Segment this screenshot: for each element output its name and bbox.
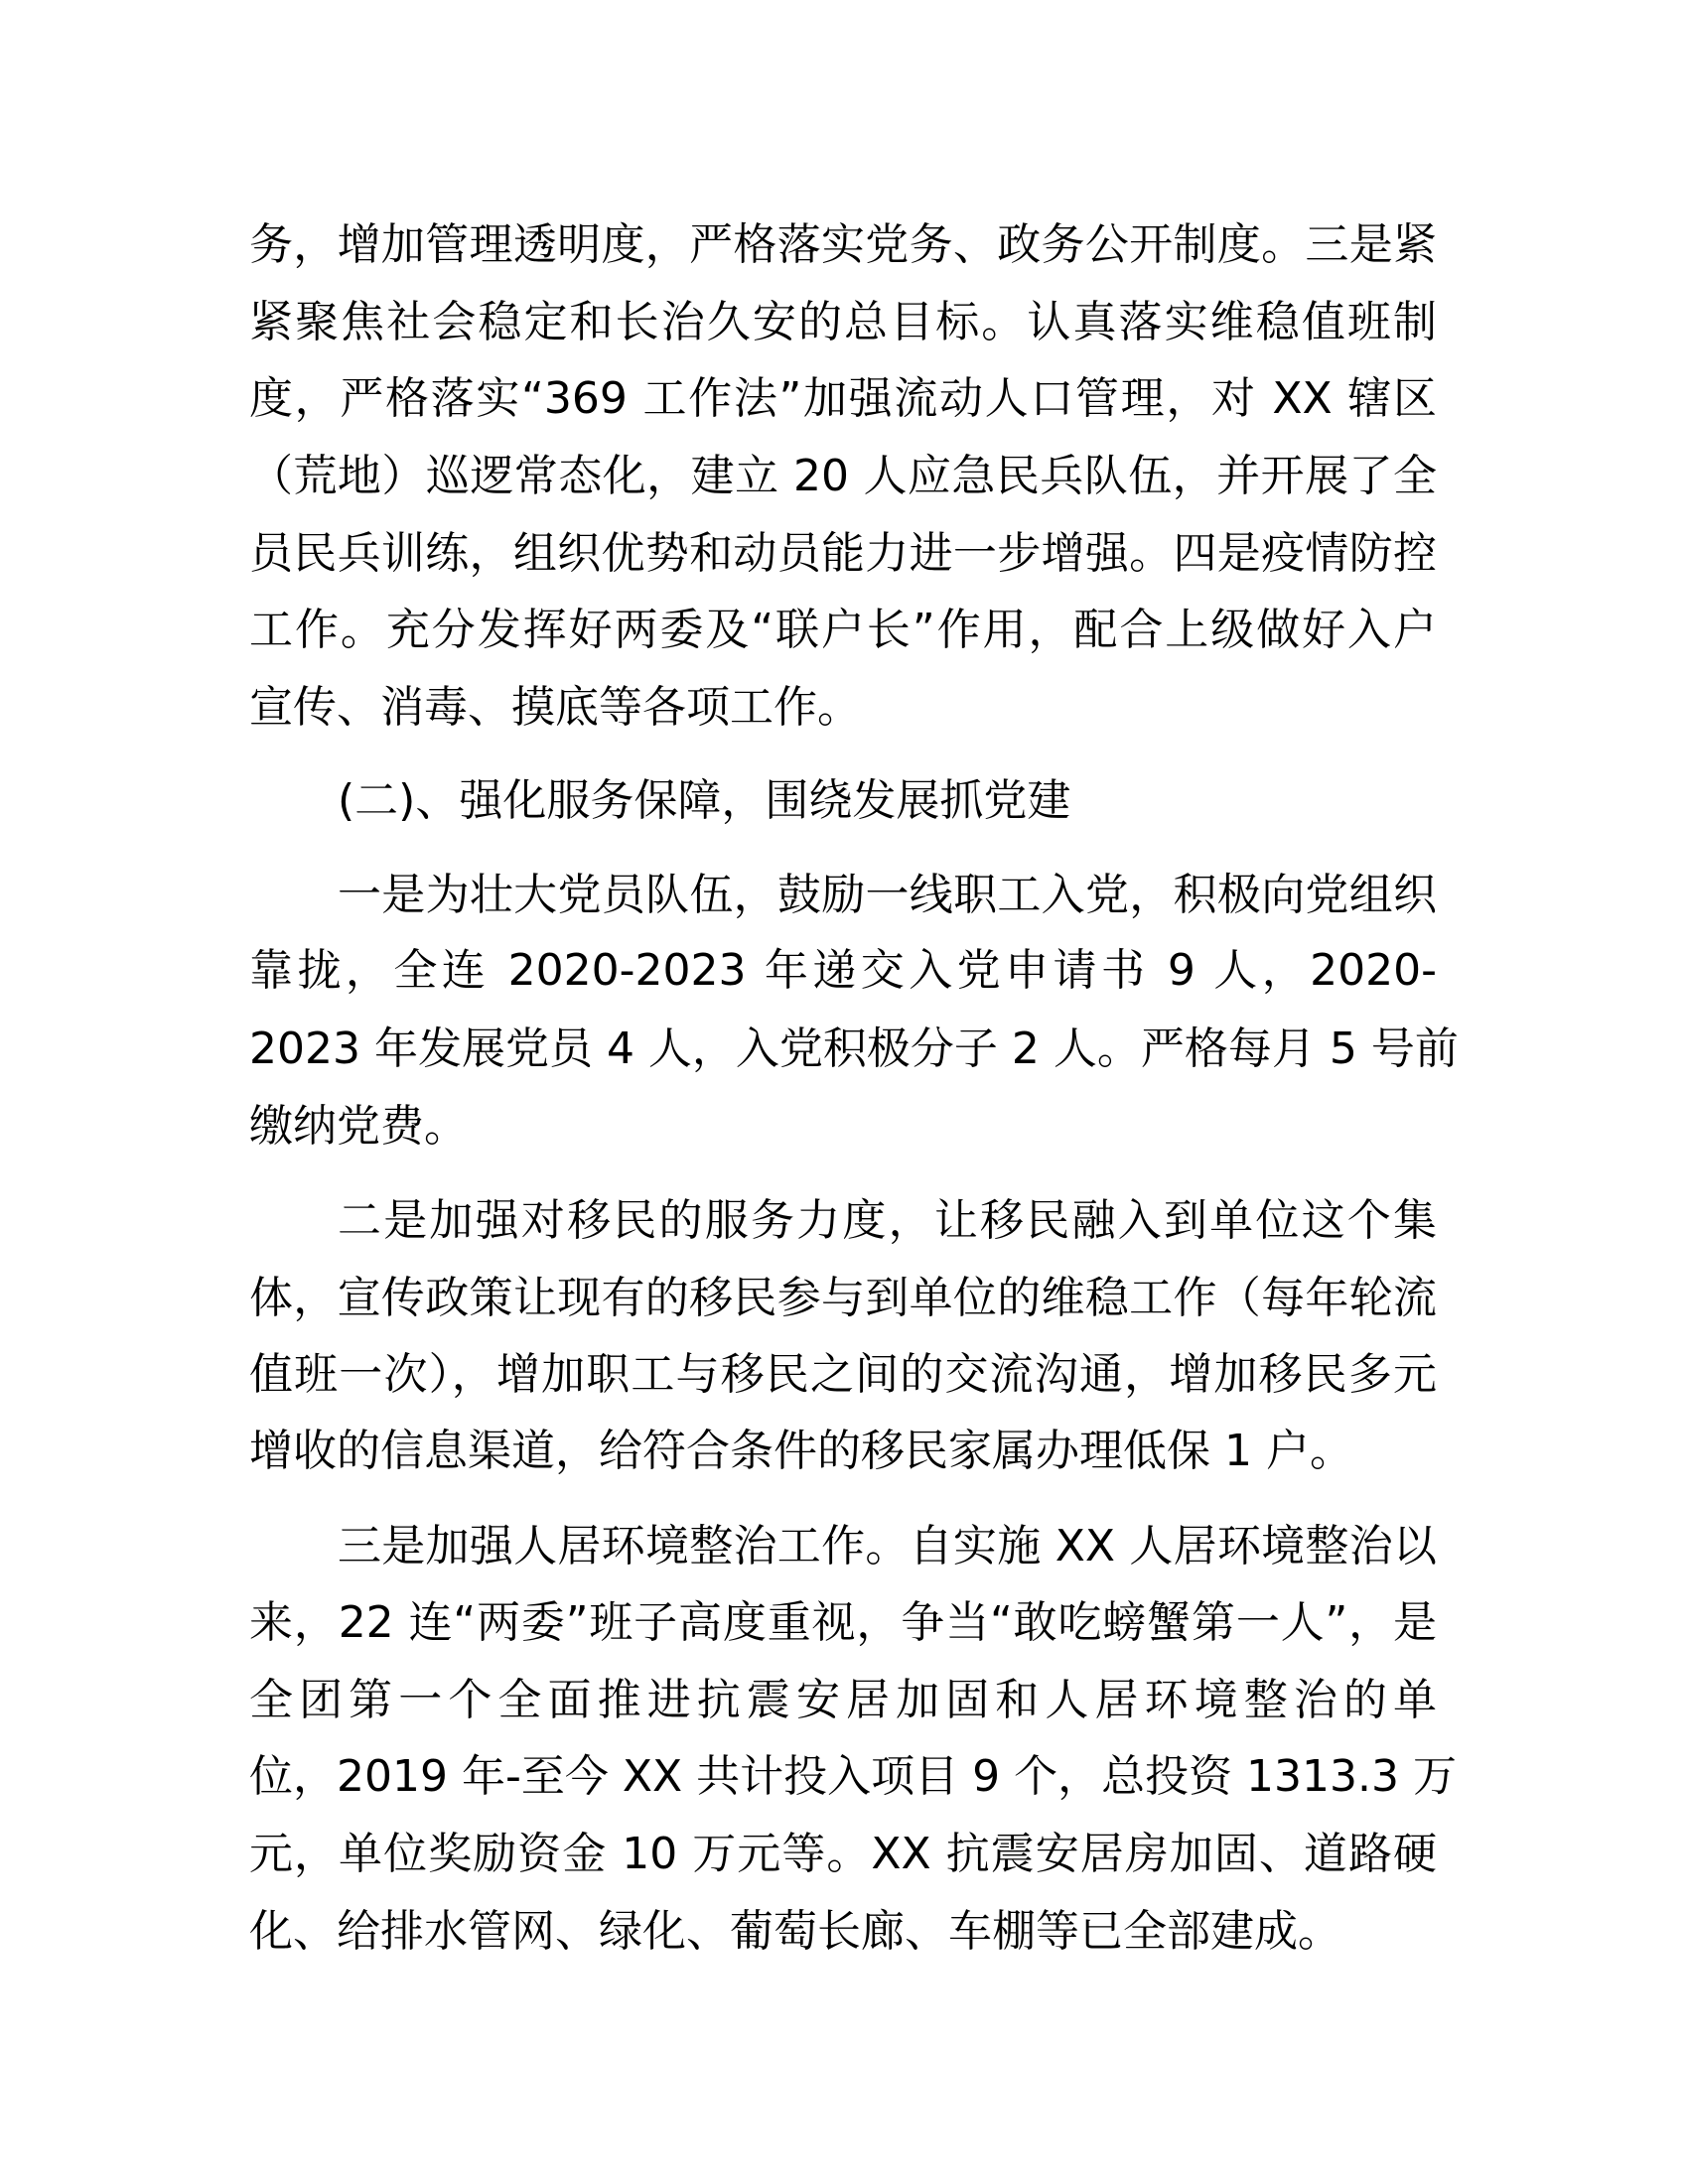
text-line: 紧聚焦社会稳定和长治久安的总目标。认真落实维稳值班制 [249,297,1437,347]
text-line: 工作。充分发挥好两委及“联户长”作用，配合上级做好入户 [249,605,1437,655]
text-line: 宣传、消毒、摸底等各项工作。 [249,682,861,733]
text-line: 靠拢，全连 2020-2023 年递交入党申请书 9 人，2020- [249,945,1437,996]
text-line: 务，增加管理透明度，严格落实党务、政务公开制度。三是紧 [249,219,1437,270]
text-line: 体，宣传政策让现有的移民参与到单位的维稳工作（每年轮流 [249,1273,1437,1323]
text-line: 值班一次），增加职工与移民之间的交流沟通，增加移民多元 [249,1349,1437,1400]
text-line: 2023 年发展党员 4 人，入党积极分子 2 人。严格每月 5 号前 [249,1024,1459,1074]
text-line: 缴纳党费。 [249,1101,468,1152]
text-line: 一是为壮大党员队伍，鼓励一线职工入党，积极向党组织 [338,870,1437,920]
text-line: 位，2019 年-至今 XX 共计投入项目 9 个，总投资 1313.3 万 [249,1751,1457,1802]
text-line: 来，22 连“两委”班子高度重视，争当“敢吃螃蟹第一人”，是 [249,1597,1437,1648]
text-line: 化、给排水管网、绿化、葡萄长廊、车棚等已全部建成。 [249,1906,1341,1957]
text-line: 二是加强对移民的服务力度，让移民融入到单位这个集 [338,1195,1437,1246]
text-line: 度，严格落实“369 工作法”加强流动人口管理，对 XX 辖区 [249,373,1437,424]
heading-text: (二)、强化服务保障，围绕发展抓党建 [338,775,1071,826]
text-line: 增收的信息渠道，给符合条件的移民家属办理低保 1 户。 [249,1426,1353,1476]
text-line: 全团第一个全面推进抗震安居加固和人居环境整治的单 [249,1675,1437,1725]
text-line: （荒地）巡逻常态化，建立 20 人应急民兵队伍，并开展了全 [249,451,1437,501]
text-line: 三是加强人居环境整治工作。自实施 XX 人居环境整治以 [338,1521,1437,1571]
text-line: 元，单位奖励资金 10 万元等。XX 抗震安居房加固、道路硬 [249,1829,1437,1879]
text-line: 员民兵训练，组织优势和动员能力进一步增强。四是疫情防控 [249,528,1437,579]
